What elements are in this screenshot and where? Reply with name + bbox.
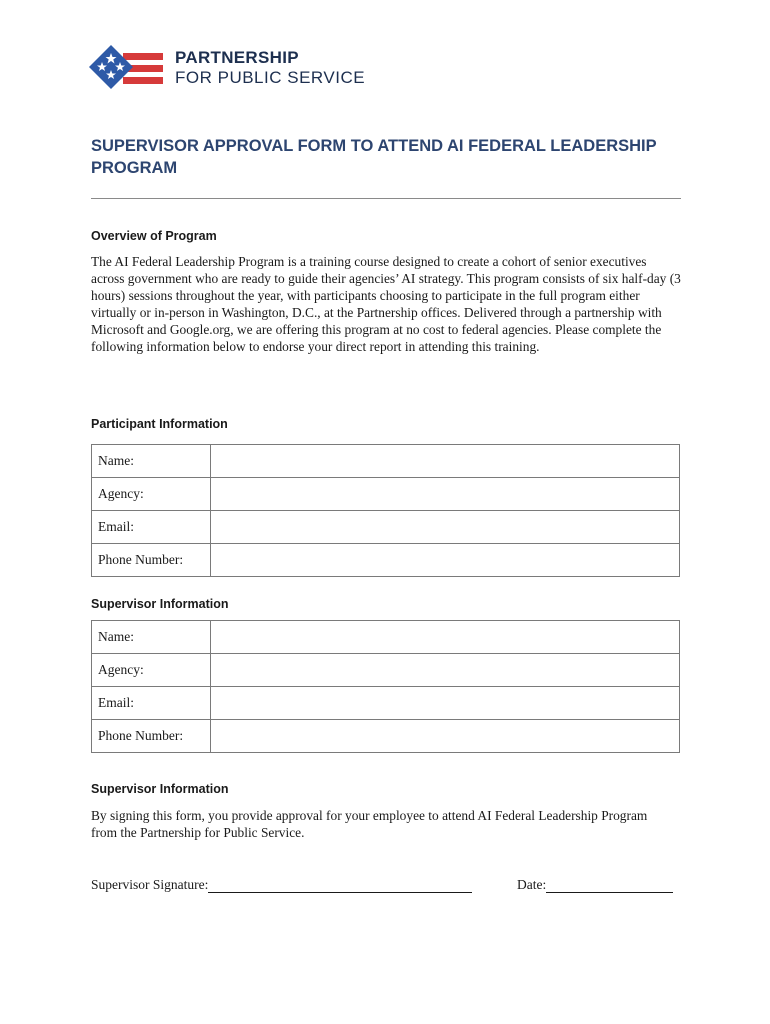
flag-star-icon <box>89 45 169 95</box>
table-row <box>92 720 680 753</box>
supervisor-agency-label: Agency: <box>92 654 211 687</box>
participant-email-label: Email: <box>92 511 211 544</box>
overview-heading: Overview of Program <box>91 229 217 243</box>
participant-email-field[interactable] <box>211 511 680 544</box>
supervisor-email-field[interactable] <box>211 687 680 720</box>
table-row <box>92 544 680 577</box>
table-row <box>92 654 680 687</box>
title-divider <box>91 198 681 199</box>
supervisor-heading: Supervisor Information <box>91 597 229 611</box>
date-line[interactable] <box>546 878 673 893</box>
participant-agency-label: Agency: <box>92 478 211 511</box>
partnership-logo <box>89 45 379 95</box>
participant-agency-field[interactable] <box>211 478 680 511</box>
supervisor-table <box>91 620 680 753</box>
participant-phone-label: Phone Number: <box>92 544 211 577</box>
supervisor-email-label: Email: <box>92 687 211 720</box>
date-label: Date: <box>517 877 547 892</box>
supervisor-name-label: Name: <box>92 621 211 654</box>
table-row <box>92 445 680 478</box>
signature-line[interactable] <box>208 878 472 893</box>
supervisor-phone-field[interactable] <box>211 720 680 753</box>
signature-label: Supervisor Signature: <box>91 877 209 892</box>
date-block <box>517 877 673 893</box>
participant-name-field[interactable] <box>211 445 680 478</box>
participant-table <box>91 444 680 577</box>
approval-paragraph: By signing this form, you provide approval for your employee to attend AI Federal Leadership Program from the Partnership for Public Service. <box>91 808 648 840</box>
participant-phone-field[interactable] <box>211 544 680 577</box>
table-row <box>92 687 680 720</box>
signature-block <box>91 877 472 893</box>
participant-name-label: Name: <box>92 445 211 478</box>
form-title: SUPERVISOR APPROVAL FORM TO ATTEND AI FEDERAL LEADERSHIP PROGRAM <box>91 137 657 177</box>
approval-heading: Supervisor Information <box>91 782 229 796</box>
supervisor-name-field[interactable] <box>211 621 680 654</box>
supervisor-agency-field[interactable] <box>211 654 680 687</box>
logo-wordmark-line1: PARTNERSHIP <box>175 48 299 67</box>
logo-wordmark-line2: FOR PUBLIC SERVICE <box>175 68 366 87</box>
overview-paragraph: The AI Federal Leadership Program is a training course designed to create a cohort of senior executives across government who are ready to guide their agencies’ AI strategy. This program consists of six half-day (3 hours) sessions throughout the year, with participants choosing to participate in the full program either virtually or in-person in Washington, D.C., at the Partnership offices. Delivered through a partnership with Microsoft and Google.org, we are offering this program at no cost to federal agencies. Please complete the following information below to endorse your direct report in attending this training. <box>91 254 681 354</box>
participant-heading: Participant Information <box>91 417 228 431</box>
supervisor-phone-label: Phone Number: <box>92 720 211 753</box>
table-row <box>92 511 680 544</box>
table-row <box>92 478 680 511</box>
table-row <box>92 621 680 654</box>
